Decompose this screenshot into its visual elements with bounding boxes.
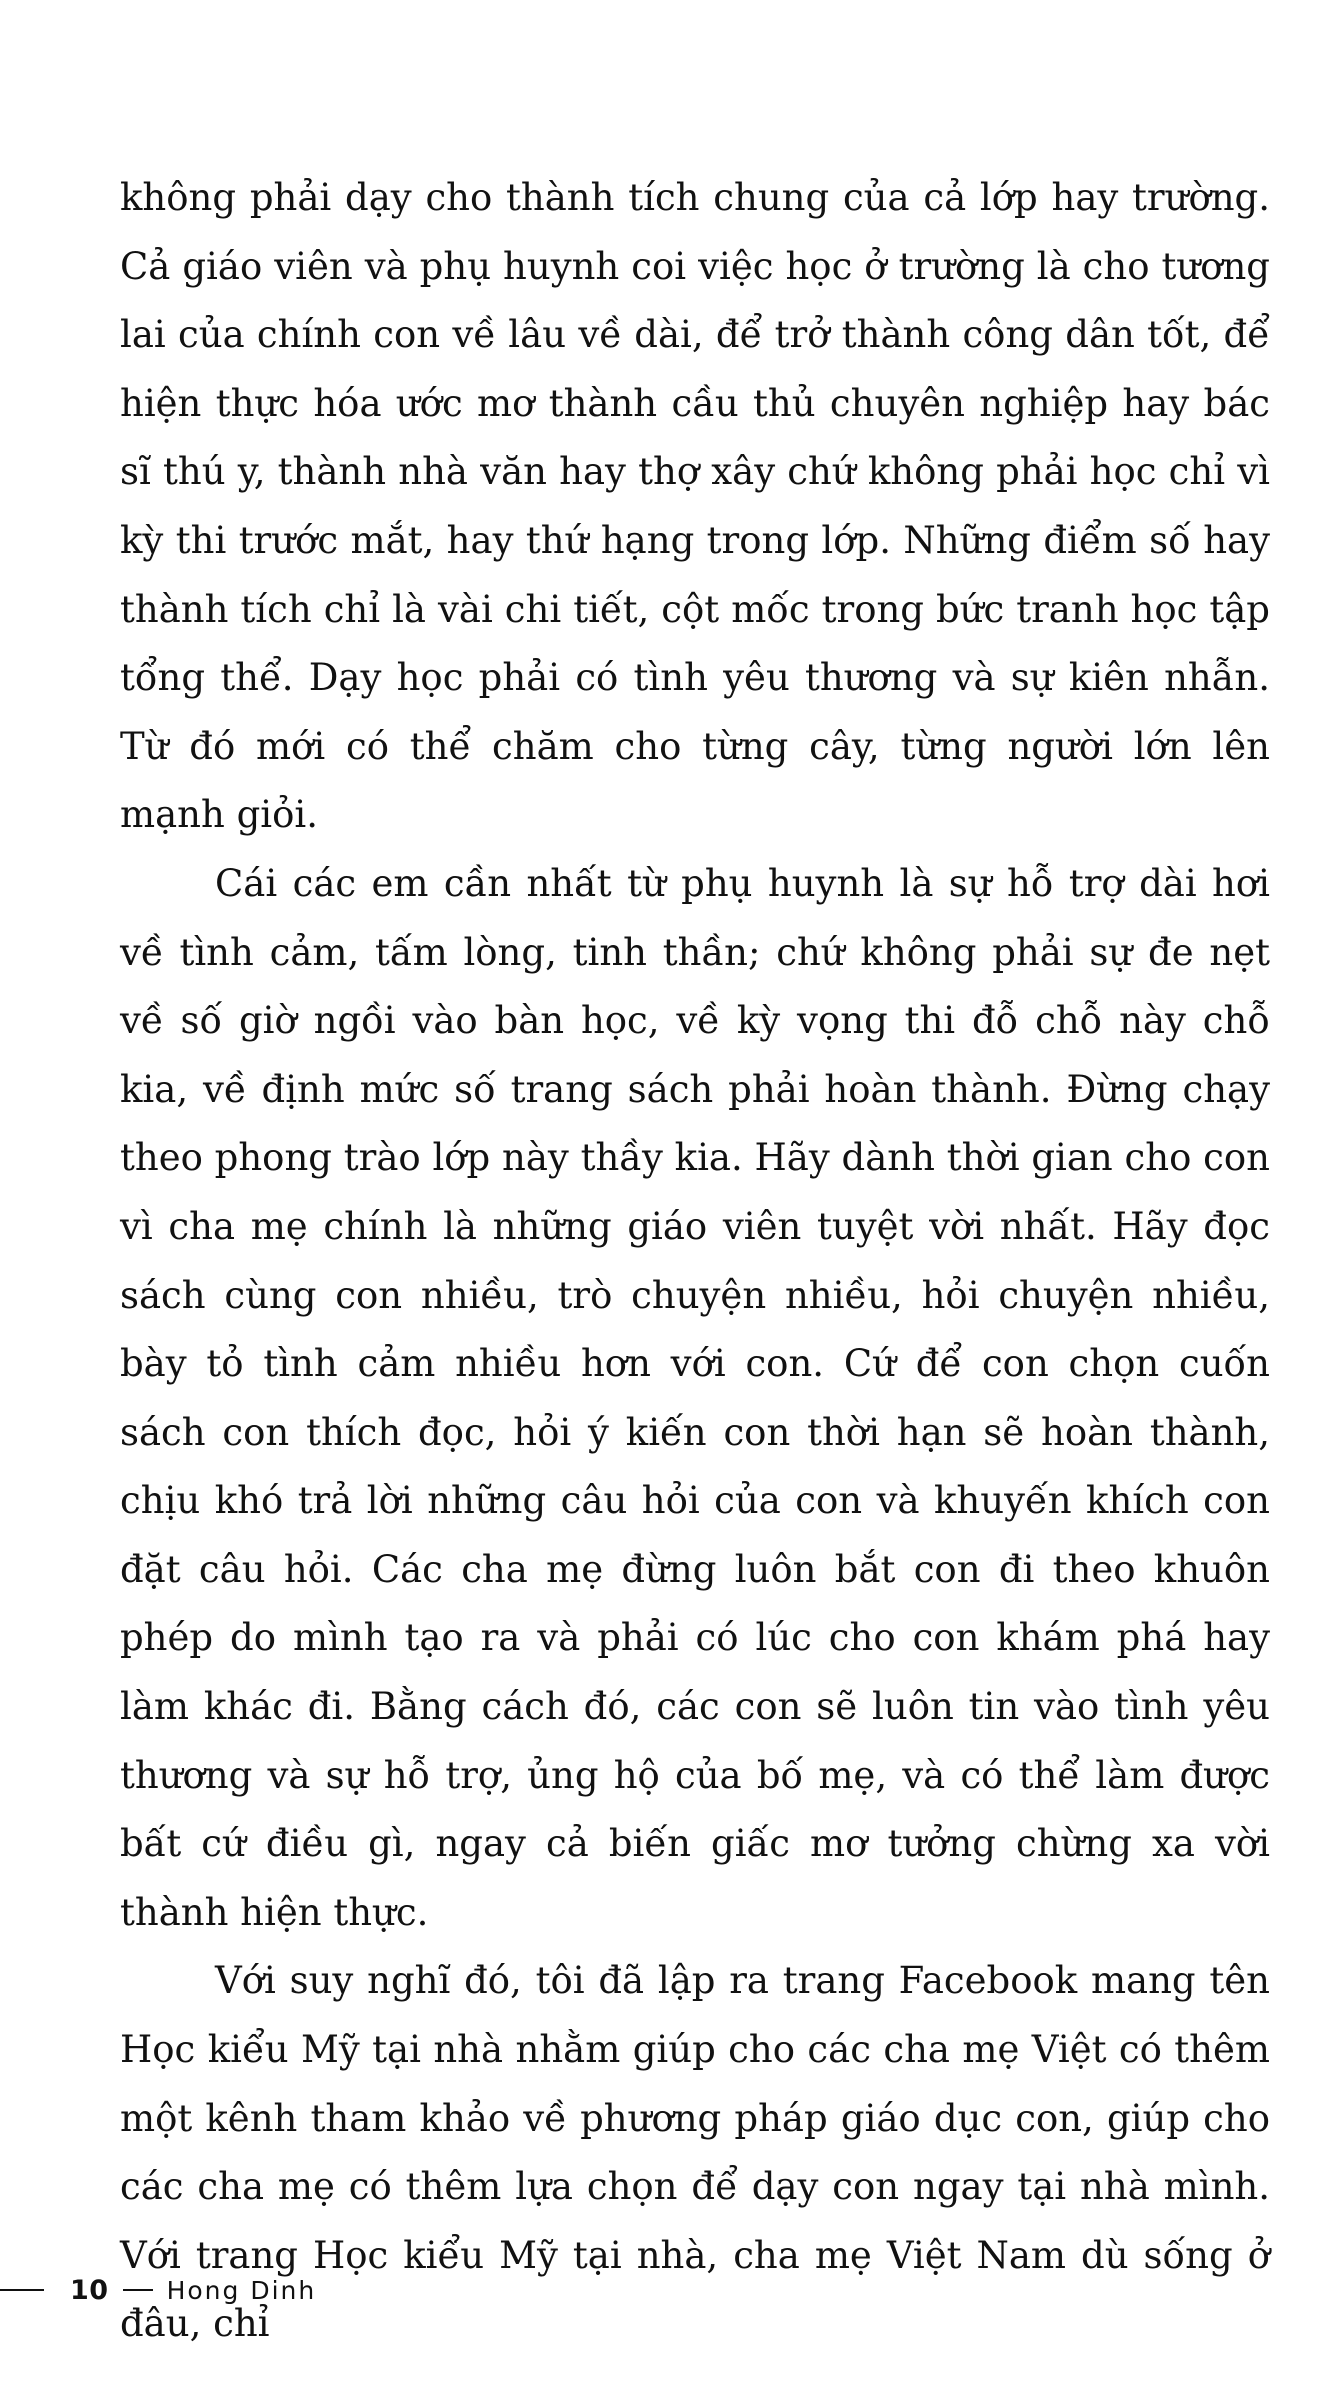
paragraph-1: không phải dạy cho thành tích chung của cả lớp hay trường. Cả giáo viên và phụ huynh coi việc học ở trường là cho tương lai của chính con về lâu về dài, để trở thành công dân tốt, để hiện thực hóa ước mơ thành cầu thủ chuyên nghiệp hay bác sĩ thú y, thành nhà văn hay thợ xây chứ không phải học chỉ vì kỳ thi trước mắt, hay thứ hạng trong lớp. Những điểm số hay thành tích chỉ là vài chi tiết, cột mốc trong bức tranh học tập tổng thể. Dạy học phải có tình yêu thương và sự kiên nhẫn. Từ đó mới có thể chăm cho từng cây, từng người lớn lên mạnh giỏi. bbox=[120, 176, 1270, 837]
page-footer bbox=[0, 2270, 316, 2310]
paragraph-3: Với suy nghĩ đó, tôi đã lập ra trang Facebook mang tên Học kiểu Mỹ tại nhà nhằm giúp cho các cha mẹ Việt có thêm một kênh tham khảo về phương pháp giáo dục con, giúp cho các cha mẹ có thêm lựa chọn để dạy con ngay tại nhà mình. Với trang Học kiểu Mỹ tại nhà, cha mẹ Việt Nam dù sống ở đâu, chỉ bbox=[120, 1959, 1270, 2346]
body-text bbox=[120, 164, 1270, 2359]
paragraph-2: Cái các em cần nhất từ phụ huynh là sự hỗ trợ dài hơi về tình cảm, tấm lòng, tinh thần; chứ không phải sự đe nẹt về số giờ ngồi vào bàn học, về kỳ vọng thi đỗ chỗ này chỗ kia, về định mức số trang sách phải hoàn thành. Đừng chạy theo phong trào lớp này thầy kia. Hãy dành thời gian cho con vì cha mẹ chính là những giáo viên tuyệt vời nhất. Hãy đọc sách cùng con nhiều, trò chuyện nhiều, hỏi chuyện nhiều, bày tỏ tình cảm nhiều hơn với con. Cứ để con chọn cuốn sách con thích đọc, hỏi ý kiến con thời hạn sẽ hoàn thành, chịu khó trả lời những câu hỏi của con và khuyến khích con đặt câu hỏi. Các cha mẹ đừng luôn bắt con đi theo khuôn phép do mình tạo ra và phải có lúc cho con khám phá hay làm khác đi. Bằng cách đó, các con sẽ luôn tin vào tình yêu thương và sự hỗ trợ, ủng hộ của bố mẹ, và có thể làm được bất cứ điều gì, ngay cả biến giấc mơ tưởng chừng xa vời thành hiện thực. bbox=[120, 861, 1270, 1934]
page-number: 10 bbox=[70, 2274, 109, 2306]
footer-rule-left bbox=[0, 2289, 44, 2291]
footer-rule-dash bbox=[123, 2289, 153, 2291]
author-name: Hong Dinh bbox=[166, 2275, 317, 2305]
